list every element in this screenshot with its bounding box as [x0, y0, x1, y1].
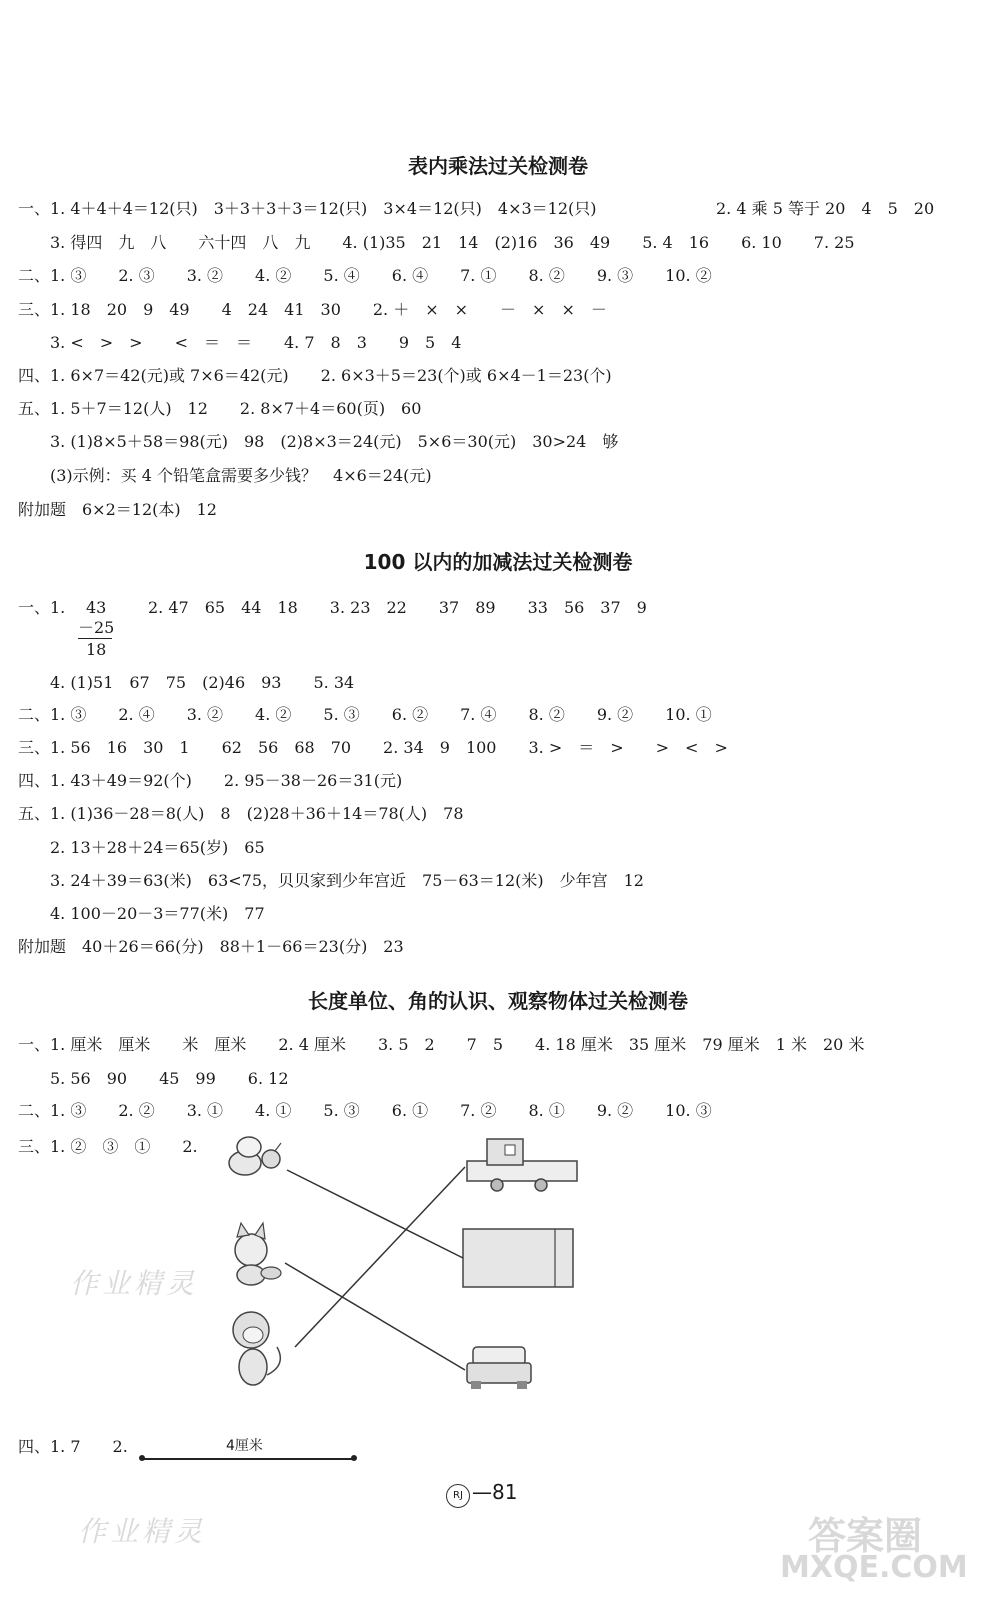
answer-line: 2. 4 乘 5 等于 20 4 5 20	[716, 199, 935, 218]
vertical-calc-top: 43	[86, 598, 107, 617]
segment-endpoint	[351, 1455, 357, 1461]
answer-line: 4. (1)51 67 75 (2)46 93 5. 34	[50, 673, 355, 692]
watermark-url: MXQE.COM	[780, 1550, 968, 1585]
answer-line: 四、1. 43＋49＝92(个) 2. 95－38－26＝31(元)	[18, 771, 403, 790]
answer-line: 二、1. ③ 2. ② 3. ① 4. ① 5. ③ 6. ① 7. ② 8. ① 9. ② 10. ③	[18, 1101, 712, 1120]
segment-endpoint	[139, 1455, 145, 1461]
line-segment	[142, 1458, 354, 1460]
matching-diagram	[215, 1125, 595, 1395]
fox-icon	[235, 1223, 281, 1285]
answer-line: 2. 47 65 44 18 3. 23 22 37 89 33 56 37 9	[148, 598, 647, 617]
truck-icon	[467, 1139, 577, 1191]
segment-length-label: 4厘米	[226, 1438, 263, 1454]
answer-line: 五、1. (1)36－28＝8(人) 8 (2)28＋36＋14＝78(人) 78	[18, 804, 464, 823]
bonus-line: 附加题 40＋26＝66(分) 88＋1－66＝23(分) 23	[18, 937, 404, 956]
monkey-icon	[233, 1312, 280, 1385]
answer-line: 3. < > > < ＝ ＝ 4. 7 8 3 9 5 4	[50, 333, 462, 352]
answer-line: 3. (1)8×5＋58＝98(元) 98 (2)8×3＝24(元) 5×6＝30(元) 30>24 够	[50, 432, 619, 451]
answer-line: 五、1. 5＋7＝12(人) 12 2. 8×7＋4＝60(页) 60	[18, 399, 422, 418]
watermark: 作业精灵	[70, 1267, 199, 1300]
answer-line: 三、1. ② ③ ① 2.	[18, 1137, 198, 1156]
answer-line: 二、1. ③ 2. ④ 3. ② 4. ② 5. ③ 6. ② 7. ④ 8. ② 9. ② 10. ①	[18, 705, 712, 724]
section-title-add-subtract: 100 以内的加减法过关检测卷	[363, 550, 633, 574]
answer-line: 4. 100－20－3＝77(米) 77	[50, 904, 265, 923]
match-line	[285, 1263, 465, 1370]
side-view-rectangle-icon	[463, 1229, 573, 1287]
answer-line: 3. 24＋39＝63(米) 63<75，贝贝家到少年宫近 75－63＝12(米) 少年宫 12	[50, 871, 644, 890]
vertical-calc-middle: －25	[78, 618, 115, 637]
answer-line: 三、1. 56 16 30 1 62 56 68 70 2. 34 9 100 3. > ＝ > > < >	[18, 738, 728, 757]
answer-line: 三、1. 18 20 9 49 4 24 41 30 2. ＋ × × － × × －	[18, 300, 607, 319]
bonus-line: 附加题 6×2＝12(本) 12	[18, 500, 217, 519]
answer-line: 四、1. 6×7＝42(元)或 7×6＝42(元) 2. 6×3＋5＝23(个)或 6×4－1＝23(个)	[18, 366, 612, 385]
answer-line: 3. 得四 九 八 六十四 八 九 4. (1)35 21 14 (2)16 36 49 5. 4 16 6. 10 7. 25	[50, 233, 855, 252]
answer-line: (3)示例：买 4 个铅笔盒需要多少钱？ 4×6＝24(元)	[50, 466, 432, 485]
page-number: —81	[472, 1480, 518, 1504]
answer-line: 四、1. 7 2.	[18, 1437, 128, 1456]
section-title-length-angle: 长度单位、角的认识、观察物体过关检测卷	[308, 989, 688, 1013]
car-front-icon	[467, 1347, 531, 1389]
answer-line: 一、1. 厘米 厘米 米 厘米 2. 4 厘米 3. 5 2 7 5 4. 18 厘米 35 厘米 79 厘米 1 米 20 米	[18, 1035, 865, 1054]
answer-line: 一、1.	[18, 598, 66, 617]
edition-badge: RJ	[446, 1484, 470, 1508]
answer-line: 一、1. 4＋4＋4＝12(只) 3＋3＋3＋3＝12(只) 3×4＝12(只) 4×3＝12(只)	[18, 199, 597, 218]
vertical-calc-bottom: 18	[86, 640, 107, 659]
answer-line: 5. 56 90 45 99 6. 12	[50, 1069, 289, 1088]
vertical-calc-rule	[78, 638, 112, 639]
watermark: 作业精灵	[78, 1515, 207, 1548]
butterfly-icon	[229, 1137, 281, 1175]
watermark-logo: 答案圈	[808, 1514, 923, 1558]
match-line	[287, 1170, 463, 1258]
section-title-multiplication: 表内乘法过关检测卷	[408, 154, 588, 178]
answer-line: 二、1. ③ 2. ③ 3. ② 4. ② 5. ④ 6. ④ 7. ① 8. ② 9. ③ 10. ②	[18, 266, 712, 285]
answer-line: 2. 13＋28＋24＝65(岁) 65	[50, 838, 265, 857]
